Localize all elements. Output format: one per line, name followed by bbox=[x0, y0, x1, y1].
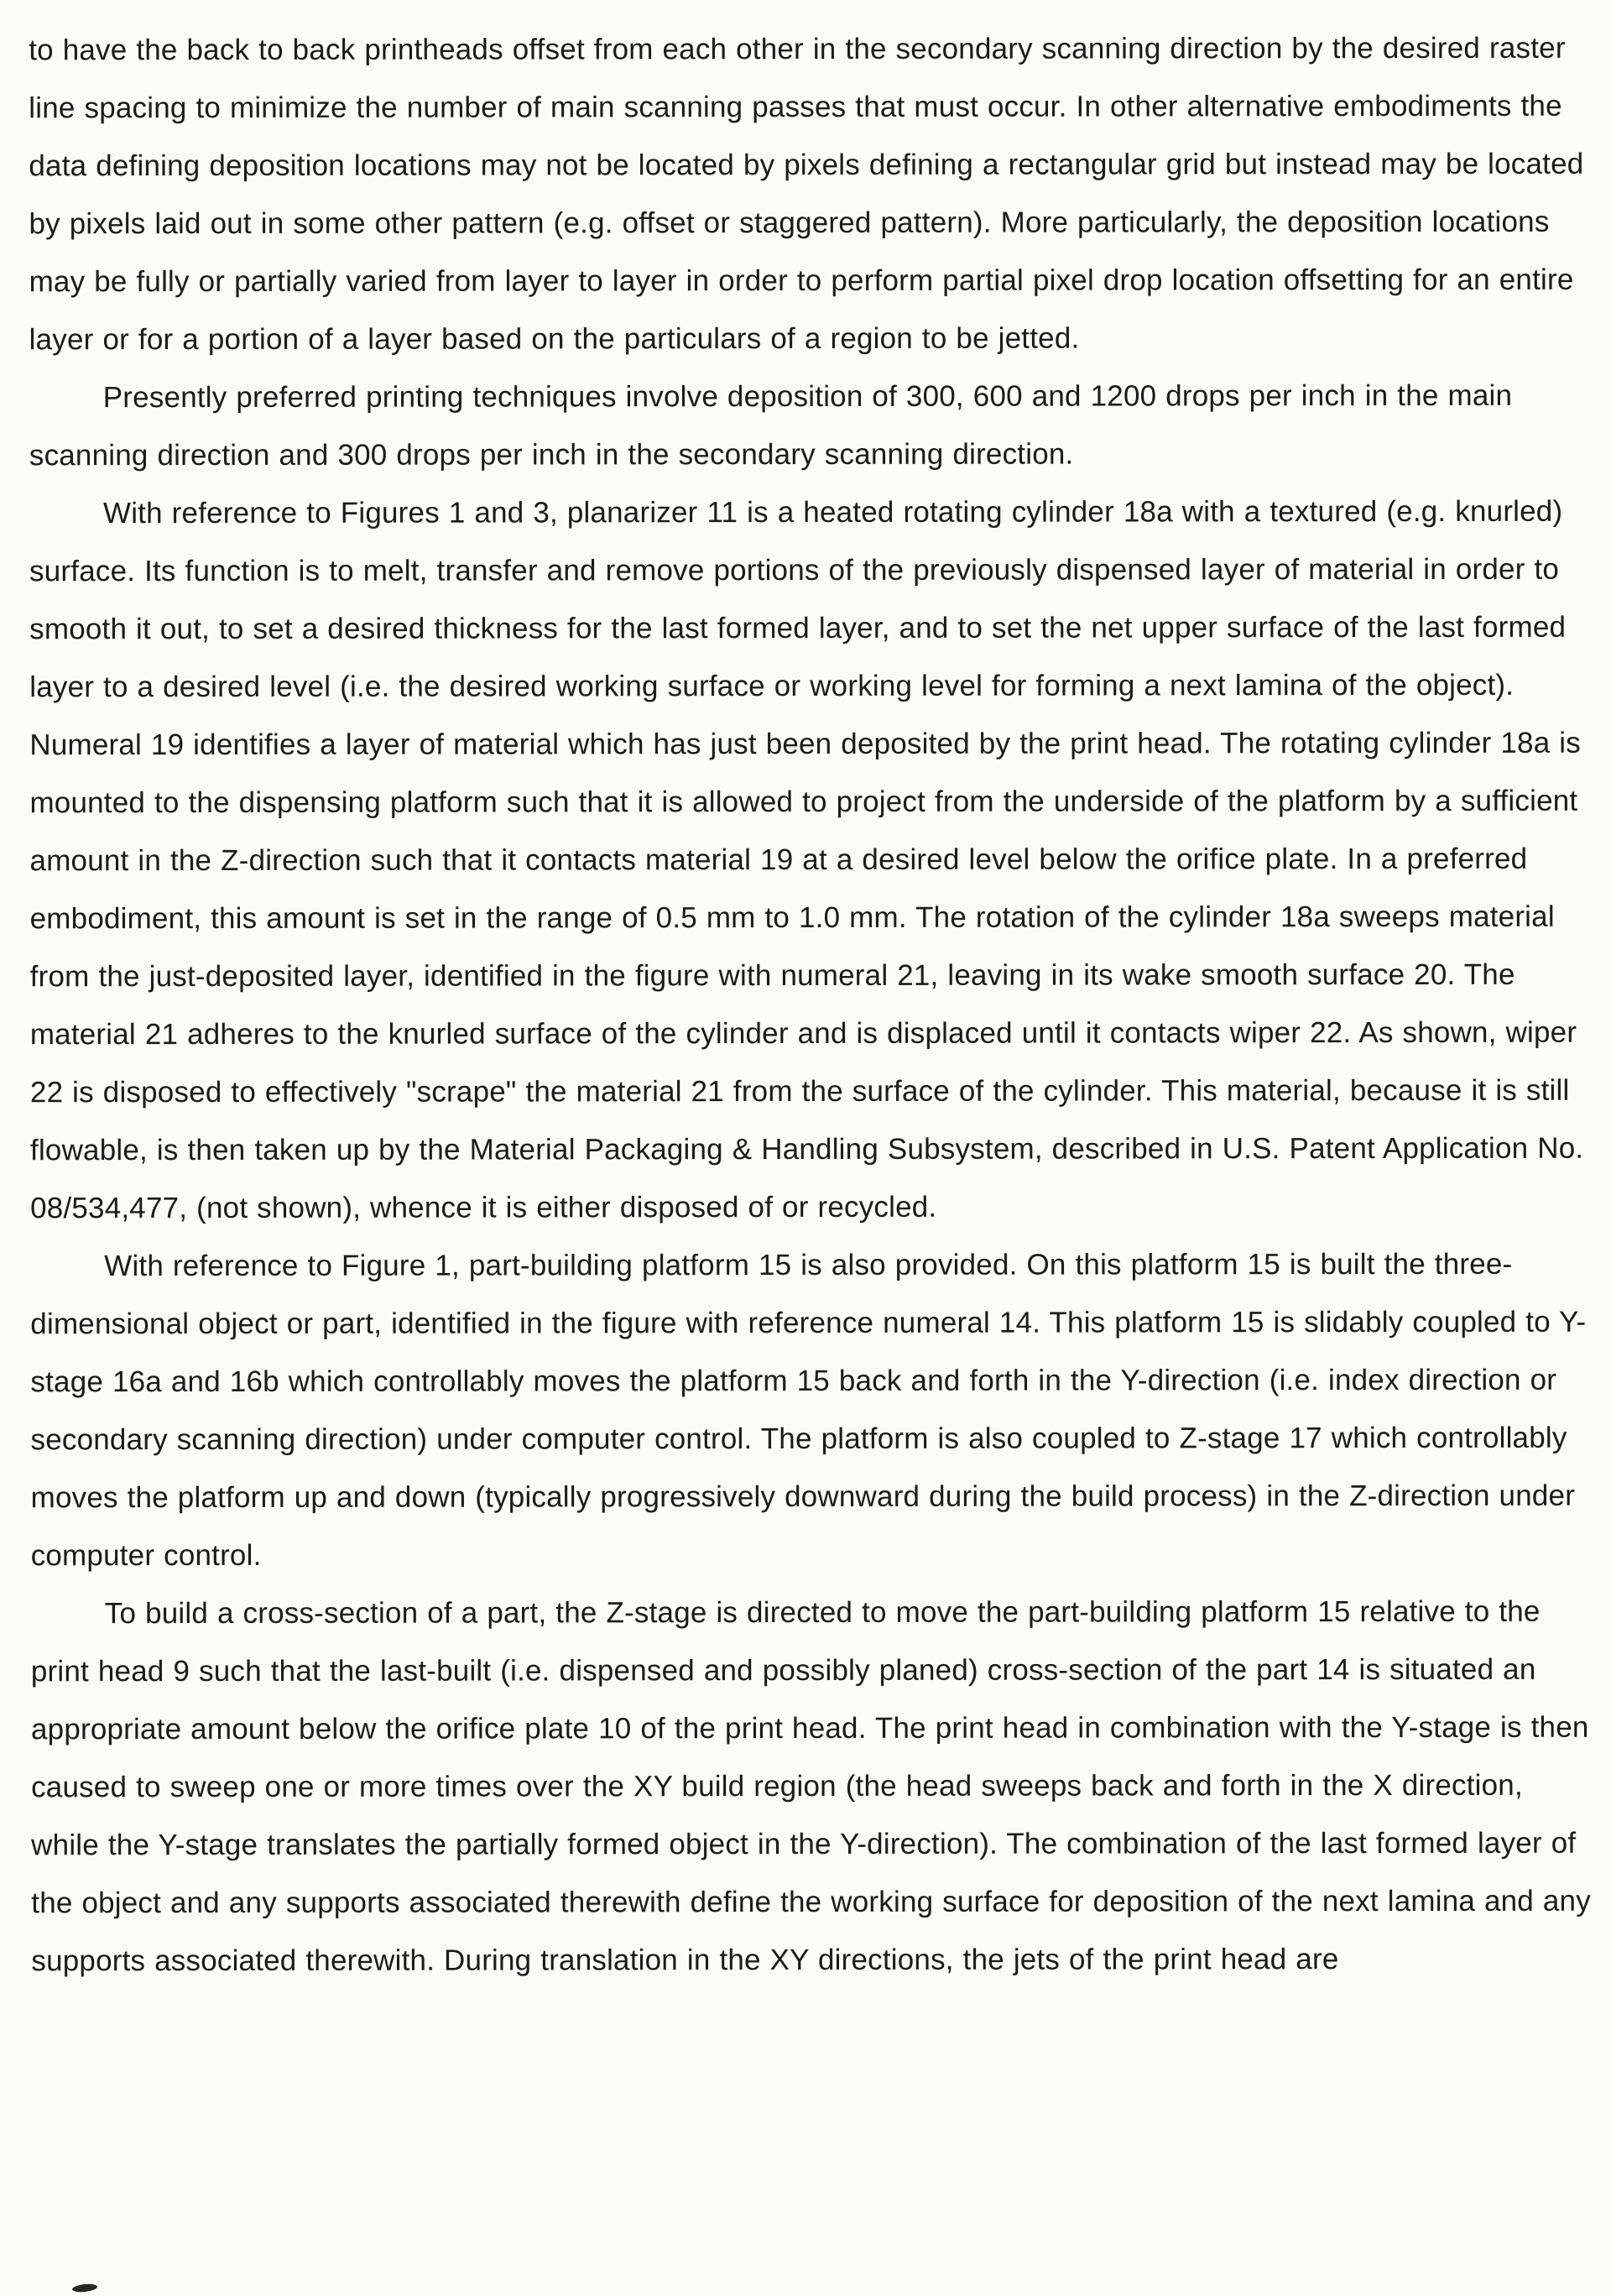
paragraph-printhead-offset-continuation: to have the back to back printheads offset from each other in the secondary scanning direction by the desired raster line spacing to minimize the number of main scanning passes that must occur. In other alternative embodiments the data defining deposition locations may not be located by pixels defining a rectangular grid but instead may be located by pixels laid out in some other pattern (e.g. offset or staggered pattern). More particularly, the deposition locations may be fully or partially varied from layer to layer in order to perform partial pixel drop location offsetting for an entire layer or for a portion of a layer based on the particulars of a region to be jetted. bbox=[29, 31, 1584, 357]
paragraph-part-building-platform: With reference to Figure 1, part-building platform 15 is also provided. On this platform 15 is built the three-dimensional object or part, identified in the figure with reference numeral 14. This platform 15 is slidably coupled to Y-stage 16a and 16b which controllably moves the platform 15 back and forth in the Y-direction (i.e. index direction or secondary scanning direction) under computer control. The platform is also coupled to Z-stage 17 which controllably moves the platform up and down (typically progressively downward during the build process) in the Z-direction under computer control. bbox=[30, 1247, 1587, 1573]
paragraph-printing-techniques: Presently preferred printing techniques involve deposition of 300, 600 and 1200 drops per inch in the main scanning direction and 300 drops per inch in the secondary scanning direction. bbox=[29, 378, 1513, 472]
paragraph-build-cross-section: To build a cross-section of a part, the Z-stage is directed to move the part-building platform 15 relative to the print head 9 such that the last-built (i.e. dispensed and possibly planed) cross-section of the part 14 is situated an appropriate amount below the orifice plate 10 of the print head. The print head in combination with the Y-stage is then caused to sweep one or more times over the XY build region (the head sweeps back and forth in the X direction, while the Y-stage translates the partially formed object in the Y-direction). The combination of the last formed layer of the object and any supports associated therewith define the working surface for deposition of the next lamina and any supports associated therewith. During translation in the XY directions, the jets of the print head are bbox=[30, 1594, 1591, 1978]
paragraph-planarizer-description: With reference to Figures 1 and 3, planarizer 11 is a heated rotating cylinder 18a with a textured (e.g. knurled) surface. Its function is to melt, transfer and remove portions of the previously dispensed layer of material in order to smooth it out, to set a desired thickness for the last formed layer, and to set the net upper surface of the last formed layer to a desired level (i.e. the desired working surface or working level for forming a next lamina of the object). Numeral 19 identifies a layer of material which has just been deposited by the print head. The rotating cylinder 18a is mounted to the dispensing platform such that it is allowed to project from the underside of the platform by a sufficient amount in the Z-direction such that it contacts material 19 at a desired level below the orifice plate. In a preferred embodiment, this amount is set in the range of 0.5 mm to 1.0 mm. The rotation of the cylinder 18a sweeps material from the just-deposited layer, identified in the figure with numeral 21, leaving in its wake smooth surface 20. The material 21 adheres to the knurled surface of the cylinder and is displaced until it contacts wiper 22. As shown, wiper 22 is disposed to effectively "scrape" the material 21 from the surface of the cylinder. This material, because it is still flowable, is then taken up by the Material Packaging & Handling Subsystem, described in U.S. Patent Application No. 08/534,477, (not shown), whence it is either disposed of or recycled. bbox=[29, 494, 1584, 1225]
